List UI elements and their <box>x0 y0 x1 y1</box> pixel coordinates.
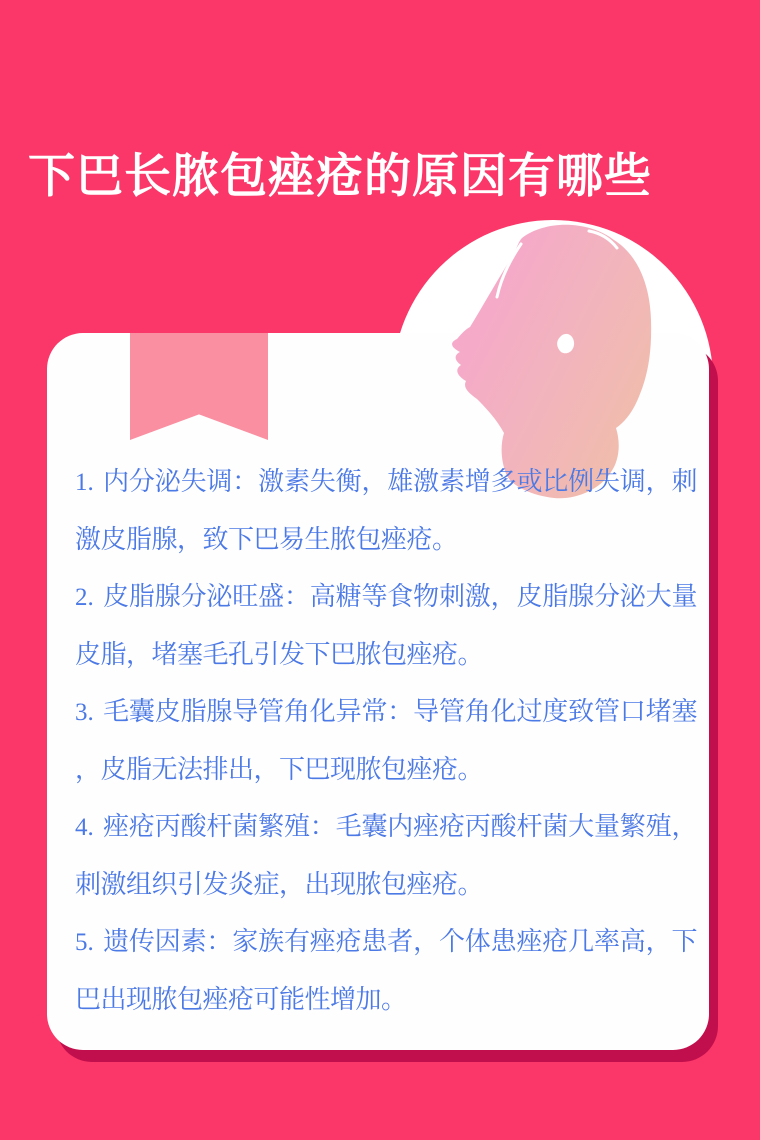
item-number: 2. <box>75 584 94 611</box>
list-item <box>75 798 697 913</box>
item-text: 痤疮丙酸杆菌繁殖：毛囊内痤疮丙酸杆菌大量繁殖，刺激组织引发炎症，出现脓包痤疮。 <box>75 811 697 899</box>
item-text: 遗传因素：家族有痤疮患者，个体患痤疮几率高，下巴出现脓包痤疮可能性增加。 <box>75 926 697 1014</box>
list-item <box>75 568 697 683</box>
page-title: 下巴长脓包痤疮的原因有哪些 <box>28 149 652 202</box>
list-item <box>75 453 697 568</box>
list-item <box>75 683 697 798</box>
item-text: 毛囊皮脂腺导管角化异常：导管角化过度致管口堵塞，皮脂无法排出，下巴现脓包痤疮。 <box>75 696 697 784</box>
item-number: 1. <box>75 469 94 496</box>
item-text: 内分泌失调：激素失衡，雄激素增多或比例失调，刺激皮脂腺，致下巴易生脓包痤疮。 <box>75 466 697 554</box>
list-item <box>75 913 697 1028</box>
item-text: 皮脂腺分泌旺盛：高糖等食物刺激，皮脂腺分泌大量皮脂，堵塞毛孔引发下巴脓包痤疮。 <box>75 581 697 669</box>
causes-list <box>75 453 697 1028</box>
item-number: 5. <box>75 929 94 956</box>
item-number: 3. <box>75 699 94 726</box>
item-number: 4. <box>75 814 94 841</box>
